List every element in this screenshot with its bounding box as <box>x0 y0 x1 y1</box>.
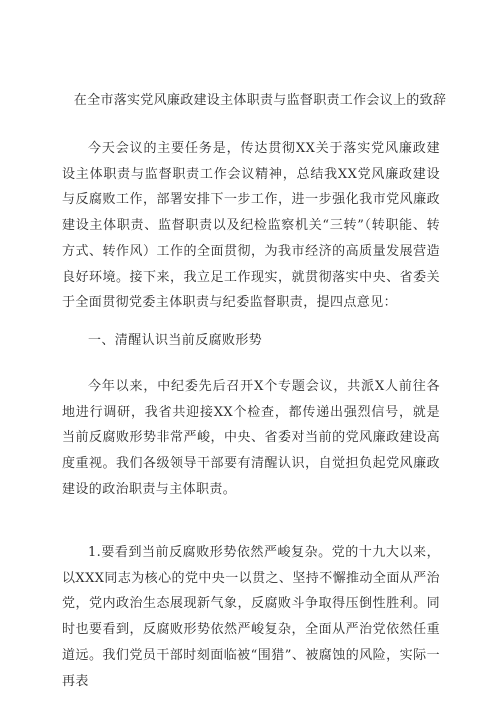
section-1-paragraph: 今年以来，中纪委先后召开X个专题会议，共派X人前往各地进行调研，我省共迎接XX个检查，都传递出强烈信号，就是当前反腐败形势非常严峻，中央、省委对当前的党风廉政建设高度重视。我们各级领导干部要有清醒认识，自觉担负起党风廉政建设的政治职责与主体职责。 <box>62 379 440 497</box>
document-title: 在全市落实党风廉政建设主体职责与监督职责工作会议上的致辞 <box>73 93 447 108</box>
point-1-paragraph: 1.要看到当前反腐败形势依然严峻复杂。党的十九大以来，以XXX同志为核心的党中央一以贯之、坚持不懈推动全面从严治党，党内政治生态展现新气象，反腐败斗争取得压倒性胜利。同时也要看到，反腐败形势依然严峻复杂，全面从严治党依然任重道远。我们党员干部时刻面临被“围猎”、被腐蚀的风险，实际一再表 <box>62 545 440 689</box>
intro-paragraph: 今天会议的主要任务是，传达贯彻XX关于落实党风廉政建设主体职责与监督职责工作会议精神，总结我XX党风廉政建设与反腐败工作，部署安排下一步工作，进一步强化我市党风廉政建设主体职责、监督职责以及纪检监察机关“三转”（转职能、转方式、转作风）工作的全面贯彻，为我市经济的高质量发展营造良好环境。接下来，我立足工作现实，就贯彻落实中央、省委关于全面贯彻党委主体职责与纪委监督职责，提四点意见： <box>62 141 440 311</box>
section-heading-1: 一、清醒认识当前反腐败形势 <box>88 333 263 348</box>
